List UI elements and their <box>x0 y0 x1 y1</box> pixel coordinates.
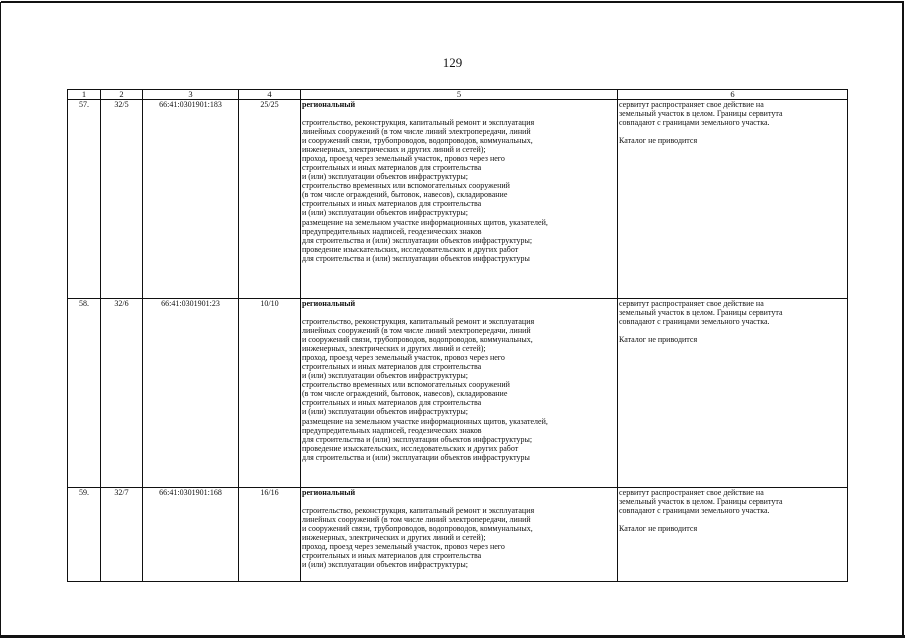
purpose-line: проход, проезд через земельный участок, провоз через него <box>302 542 505 552</box>
purpose-line: и сооружений связи, трубопроводов, водопроводов, коммунальных, <box>302 136 533 146</box>
table-row <box>68 488 848 582</box>
catalog-note: Каталог не приводится <box>619 524 698 534</box>
purpose-line: для строительства и (или) эксплуатации объектов инфраструктуры; <box>302 434 533 444</box>
page-border-left <box>0 2 1 638</box>
table-row <box>68 299 848 488</box>
purpose-line: строительных и иных материалов для строительства <box>302 163 482 173</box>
catalog-note: Каталог не приводится <box>619 335 698 345</box>
purpose-cell <box>301 488 618 582</box>
note-text <box>619 100 846 127</box>
purpose-line: проход, проезд через земельный участок, провоз через него <box>302 154 505 164</box>
purpose-line: предупредительных надписей, геодезических знаков <box>302 226 482 236</box>
purpose-line: предупредительных надписей, геодезических знаков <box>302 425 482 435</box>
purpose-line: инженерных, электрических и других линий и сетей); <box>302 533 486 543</box>
purpose-line: строительство временных или вспомогательных сооружений <box>302 181 510 191</box>
purpose-text <box>302 317 616 462</box>
purpose-line: строительство временных или вспомогательных сооружений <box>302 380 510 390</box>
note-cell <box>618 100 848 299</box>
zone-code: 32/5 <box>101 100 143 299</box>
column-header: 2 <box>101 90 143 100</box>
row-number: 57. <box>68 100 101 299</box>
purpose-line: строительных и иных материалов для строительства <box>302 362 482 372</box>
purpose-line: строительных и иных материалов для строительства <box>302 199 482 209</box>
note-line: совпадают с границами земельного участка. <box>619 317 770 327</box>
page-border-top <box>1 1 902 3</box>
note-line: совпадают с границами земельного участка. <box>619 506 770 516</box>
purpose-line: и (или) эксплуатации объектов инфраструктуры; <box>302 560 468 570</box>
purpose-line: линейных сооружений (в том числе линий электропередачи, линий <box>302 326 531 336</box>
purpose-line: проведение изыскательских, исследовательских и других работ <box>302 443 519 453</box>
purpose-line: и сооружений связи, трубопроводов, водопроводов, коммунальных, <box>302 335 533 345</box>
cadastral-number: 66:41:0301901:23 <box>143 299 239 488</box>
purpose-line: и (или) эксплуатации объектов инфраструктуры; <box>302 172 468 182</box>
purpose-cell <box>301 299 618 488</box>
column-header: 5 <box>301 90 618 100</box>
purpose-line: размещение на земельном участке информационных щитов, указателей, <box>302 217 548 227</box>
page-number: 129 <box>442 55 463 70</box>
purpose-line: инженерных, электрических и других линий и сетей); <box>302 344 486 354</box>
zone-code: 32/7 <box>101 488 143 582</box>
purpose-line: для строительства и (или) эксплуатации объектов инфраструктуры <box>302 253 530 263</box>
purpose-text <box>302 506 616 569</box>
servitude-type: региональный <box>302 488 356 497</box>
table-row <box>68 100 848 299</box>
cadastral-number: 66:41:0301901:183 <box>143 100 239 299</box>
purpose-line: линейных сооружений (в том числе линий электропередачи, линий <box>302 127 531 137</box>
purpose-line: и сооружений связи, трубопроводов, водопроводов, коммунальных, <box>302 524 533 534</box>
purpose-line: (в том числе ограждений, бытовок, навесов), складирование <box>302 190 508 200</box>
note-line: сервитут распространяет свое действие на <box>619 100 764 109</box>
purpose-line: для строительства и (или) эксплуатации объектов инфраструктуры <box>302 452 530 462</box>
purpose-line: и (или) эксплуатации объектов инфраструктуры; <box>302 208 468 218</box>
note-text <box>619 299 846 326</box>
header-row <box>68 90 848 100</box>
purpose-line: строительство, реконструкция, капитальный ремонт и эксплуатация <box>302 118 535 127</box>
servitude-type: региональный <box>302 100 356 109</box>
note-line: сервитут распространяет свое действие на <box>619 488 764 497</box>
column-header: 6 <box>618 90 848 100</box>
note-cell <box>618 299 848 488</box>
cadastral-number: 66:41:0301901:168 <box>143 488 239 582</box>
purpose-line: проход, проезд через земельный участок, провоз через него <box>302 353 505 363</box>
note-line: сервитут распространяет свое действие на <box>619 299 764 308</box>
purpose-line: строительство, реконструкция, капитальный ремонт и эксплуатация <box>302 506 535 515</box>
note-cell <box>618 488 848 582</box>
purpose-line: для строительства и (или) эксплуатации объектов инфраструктуры; <box>302 235 533 245</box>
column-header: 3 <box>143 90 239 100</box>
purpose-line: и (или) эксплуатации объектов инфраструктуры; <box>302 371 468 381</box>
note-text <box>619 488 846 515</box>
purpose-line: строительных и иных материалов для строительства <box>302 551 482 561</box>
purpose-line: линейных сооружений (в том числе линий электропередачи, линий <box>302 515 531 525</box>
servitude-type: региональный <box>302 299 356 308</box>
purpose-line: проведение изыскательских, исследовательских и других работ <box>302 244 519 254</box>
purpose-cell <box>301 100 618 299</box>
row-number: 58. <box>68 299 101 488</box>
page-border-right <box>902 1 904 638</box>
page-border-bottom <box>0 635 905 638</box>
purpose-line: строительство, реконструкция, капитальный ремонт и эксплуатация <box>302 317 535 326</box>
purpose-line: строительных и иных материалов для строительства <box>302 398 482 408</box>
purpose-line: размещение на земельном участке информационных щитов, указателей, <box>302 416 548 426</box>
purpose-text <box>302 118 616 263</box>
note-line: земельный участок в целом. Границы сервитута <box>619 109 783 119</box>
zone-code: 32/6 <box>101 299 143 488</box>
purpose-line: инженерных, электрических и других линий и сетей); <box>302 145 486 155</box>
note-line: земельный участок в целом. Границы сервитута <box>619 497 783 507</box>
purpose-line: и (или) эксплуатации объектов инфраструктуры; <box>302 407 468 417</box>
note-line: совпадают с границами земельного участка. <box>619 118 770 128</box>
note-line: земельный участок в целом. Границы сервитута <box>619 308 783 318</box>
area-ratio: 16/16 <box>239 488 301 582</box>
catalog-note: Каталог не приводится <box>619 136 698 146</box>
area-ratio: 10/10 <box>239 299 301 488</box>
row-number: 59. <box>68 488 101 582</box>
area-ratio: 25/25 <box>239 100 301 299</box>
servitude-table <box>67 89 848 582</box>
column-header: 1 <box>68 90 101 100</box>
purpose-line: (в том числе ограждений, бытовок, навесов), складирование <box>302 389 508 399</box>
column-header: 4 <box>239 90 301 100</box>
